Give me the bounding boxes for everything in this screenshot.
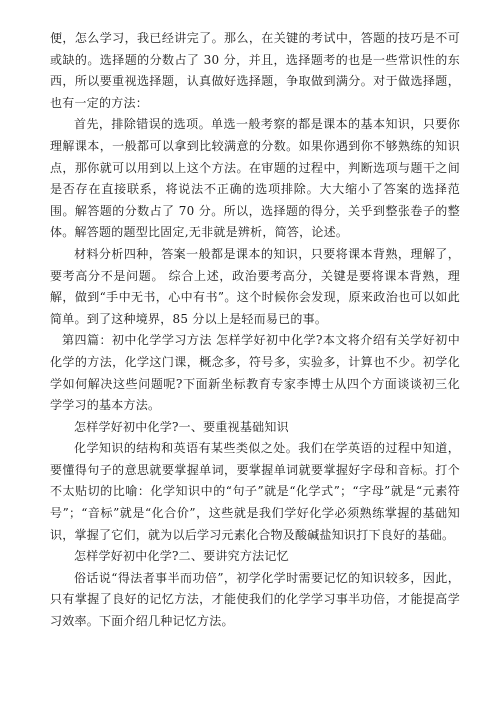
document-body bbox=[50, 28, 460, 633]
paragraph-1: 便，怎么学习，我已经讲完了。那么，在关键的考试中，答题的技巧是不可或缺的。选择题的分数占了 30 分，并且，选择题考的也是一些常识性的东西，所以要重视选择题，认真做好选择题，争取做到满分。对于做选择题，也有一定的方法： bbox=[50, 31, 460, 110]
paragraph-2: 首先，排除错误的选项。单选一般考察的都是课本的基本知识，只要你理解课本，一般都可以拿到比较满意的分数。如果你遇到你不够熟练的知识点，那你就可以用到以上这个方法。在审题的过程中，判断选项与题干之间是否存在直接联系，将说法不正确的选项排除。大大缩小了答案的选择范围。解答题的分数占了 70 分。所以，选择题的得分，关乎到整张卷子的整体。解答题的题型比固定,无非就是辨析，简答，论述。 bbox=[50, 117, 460, 240]
paragraph-6: 俗话说“得法者事半而功倍”，初学化学时需要记忆的知识较多，因此，只有掌握了良好的记忆方法，才能使我们的化学学习事半功倍，才能提高学习效率。下面介绍几种记忆方法。 bbox=[50, 570, 460, 629]
subheading-2: 怎样学好初中化学?二、要讲究方法记忆 bbox=[74, 549, 289, 564]
paragraph-5: 化学知识的结构和英语有某些类似之处。我们在学英语的过程中知道，要懂得句子的意思就要掌握单词，要掌握单词就要掌握好字母和音标。打个不太贴切的比喻：化学知识中的“句子”就是“化学式”；“字母”就是“元素符号”；“音标”就是“化合价”，这些就是我们学好化学必须熟练掌握的基础知识，掌握了它们，就为以后学习元素化合物及酸碱盐知识打下良好的基础。 bbox=[50, 441, 460, 542]
paragraph-3: 材料分析四种，答案一般都是课本的知识，只要将课本背熟，理解了，要考高分不是问题。 综合上述，政治要考高分，关键是要将课本背熟，理解，做到“手中无书，心中有书”。这个时候你会发现，原来政治也可以如此简单。到了这种境界，85 分以上是轻而易已的事。 bbox=[50, 246, 460, 326]
section-four-heading-paragraph: 第四篇：初中化学学习方法 怎样学好初中化学?本文将介绍有关学好初中化学的方法，化学这门课，概念多，符号多，实验多，计算也不少。初学化学如何解决这些问题呢?下面新坐标教育专家李博士从四个方面谈谈初三化学学习的基本方法。 bbox=[50, 333, 460, 413]
subheading-1: 怎样学好初中化学?一、要重视基础知识 bbox=[74, 419, 289, 434]
